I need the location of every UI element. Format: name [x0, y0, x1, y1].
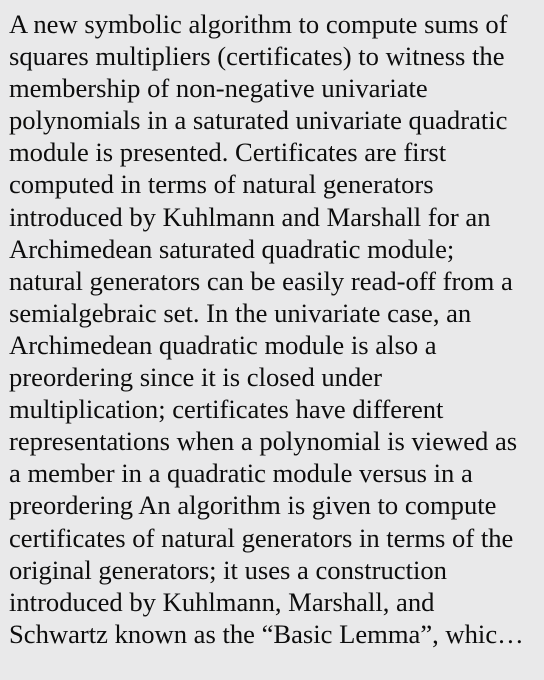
- abstract-line-11: Archimedean quadratic module is also a: [9, 329, 437, 360]
- abstract-paragraph: [9, 8, 544, 650]
- abstract-line-2: squares multipliers (certificates) to witness the: [9, 41, 505, 72]
- abstract-line-3: membership of non-negative univariate: [9, 73, 428, 104]
- abstract-line-18: original generators; it uses a construction: [9, 554, 447, 585]
- abstract-line-6: computed in terms of natural generators: [9, 169, 434, 200]
- abstract-line-17: certificates of natural generators in terms of the: [9, 522, 514, 553]
- abstract-line-8: Archimedean saturated quadratic module;: [9, 233, 455, 264]
- abstract-line-19: introduced by Kuhlmann, Marshall, and: [9, 586, 435, 617]
- abstract-line-4: polynomials in a saturated univariate quadratic: [9, 105, 508, 136]
- abstract-line-12: preordering since it is closed under: [9, 362, 382, 393]
- abstract-line-5: module is presented. Certificates are first: [9, 137, 447, 168]
- abstract-line-13: multiplication; certificates have different: [9, 394, 444, 425]
- abstract-line-15: a member in a quadratic module versus in a: [9, 458, 473, 489]
- abstract-line-7: introduced by Kuhlmann and Marshall for an: [9, 201, 491, 232]
- abstract-line-9: natural generators can be easily read-off from a: [9, 265, 513, 296]
- abstract-line-1: A new symbolic algorithm to compute sums of: [9, 9, 508, 39]
- abstract-line-14: representations when a polynomial is viewed as: [9, 426, 518, 457]
- abstract-line-16: preordering An algorithm is given to compute: [9, 490, 497, 521]
- abstract-line-10: semialgebraic set. In the univariate case, an: [9, 297, 472, 328]
- abstract-line-20: Schwartz known as the “Basic Lemma”, whic…: [9, 618, 524, 649]
